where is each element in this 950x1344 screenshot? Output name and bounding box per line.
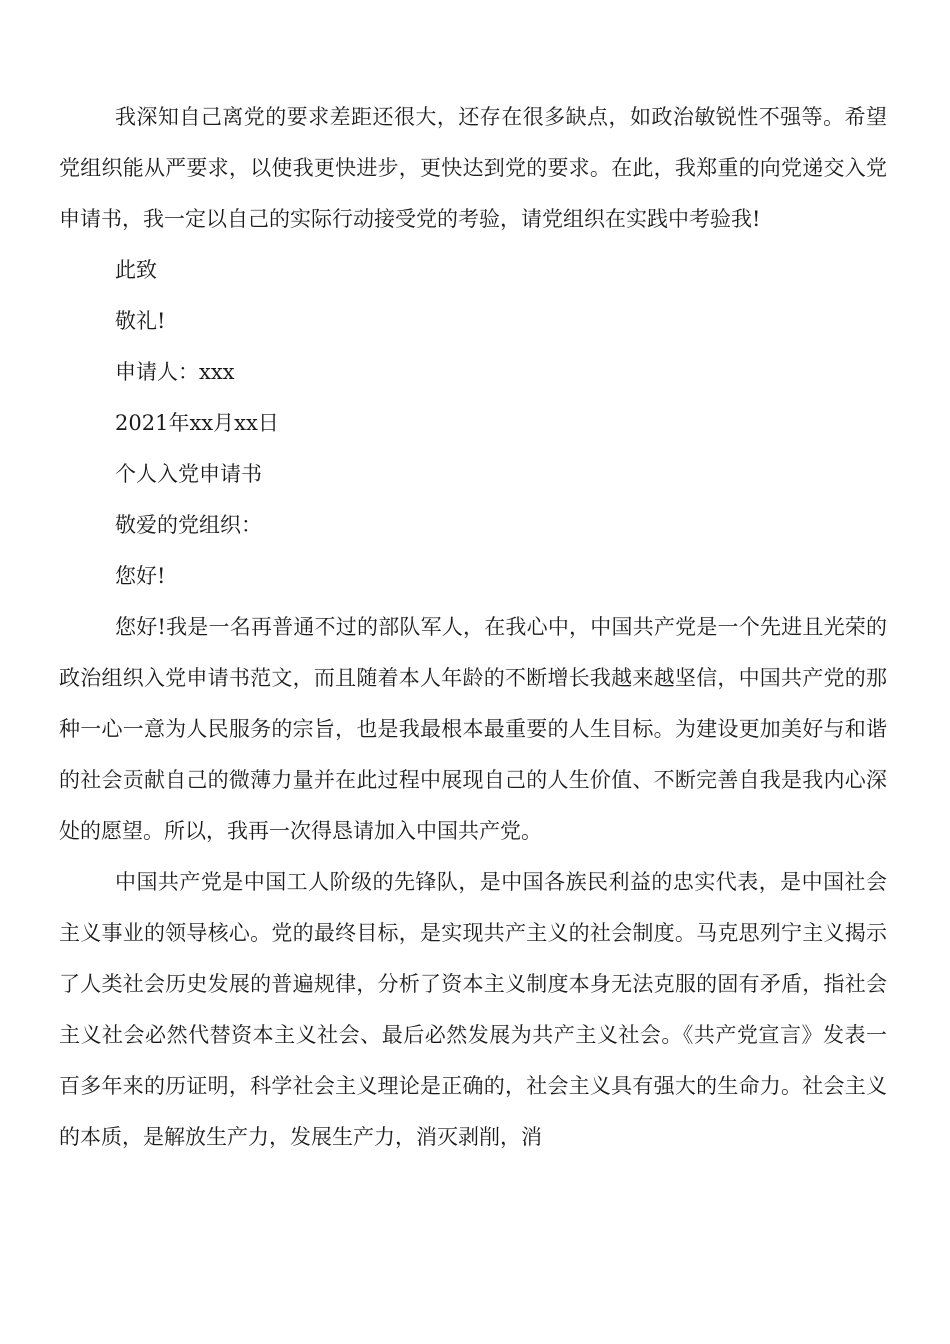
paragraph-closing-statement: 我深知自己离党的要求差距还很大，还存在很多缺点，如政治敏锐性不强等。希望党组织能从严要求，以使我更快进步，更快达到党的要求。在此，我郑重的向党递交入党申请书，我一定以自己的实际行动接受党的考验，请党组织在实践中考验我! [59, 105, 887, 231]
greeting-recipient: 敬爱的党组织： [115, 513, 262, 537]
salutation-cizhi: 此致 [115, 258, 157, 282]
greeting-hello: 您好! [115, 564, 166, 588]
document-body [59, 92, 887, 1163]
application-date: 2021年xx月xx日 [115, 411, 279, 435]
section-title: 个人入党申请书 [115, 462, 262, 486]
salutation-jingli: 敬礼! [115, 309, 166, 333]
paragraph-introduction: 您好!我是一名再普通不过的部队军人，在我心中，中国共产党是一个先进且光荣的政治组织入党申请书范文，而且随着本人年龄的不断增长我越来越坚信，中国共产党的那种一心一意为人民服务的宗旨，也是我最根本最重要的人生目标。为建设更加美好与和谐的社会贡献自己的微薄力量并在此过程中展现自己的人生价值、不断完善自我是我内心深处的愿望。所以，我再一次得恳请加入中国共产党。 [59, 615, 887, 843]
applicant-name: 申请人：xxx [115, 360, 235, 384]
paragraph-party-description: 中国共产党是中国工人阶级的先锋队，是中国各族民利益的忠实代表，是中国社会主义事业的领导核心。党的最终目标，是实现共产主义的社会制度。马克思列宁主义揭示了人类社会历史发展的普遍规律，分析了资本主义制度本身无法克服的固有矛盾，指社会主义社会必然代替资本主义社会、最后必然发展为共产主义社会。《共产党宣言》发表一百多年来的历证明，科学社会主义理论是正确的，社会主义具有强大的生命力。社会主义的本质，是解放生产力，发展生产力，消灭剥削，消 [59, 870, 887, 1149]
